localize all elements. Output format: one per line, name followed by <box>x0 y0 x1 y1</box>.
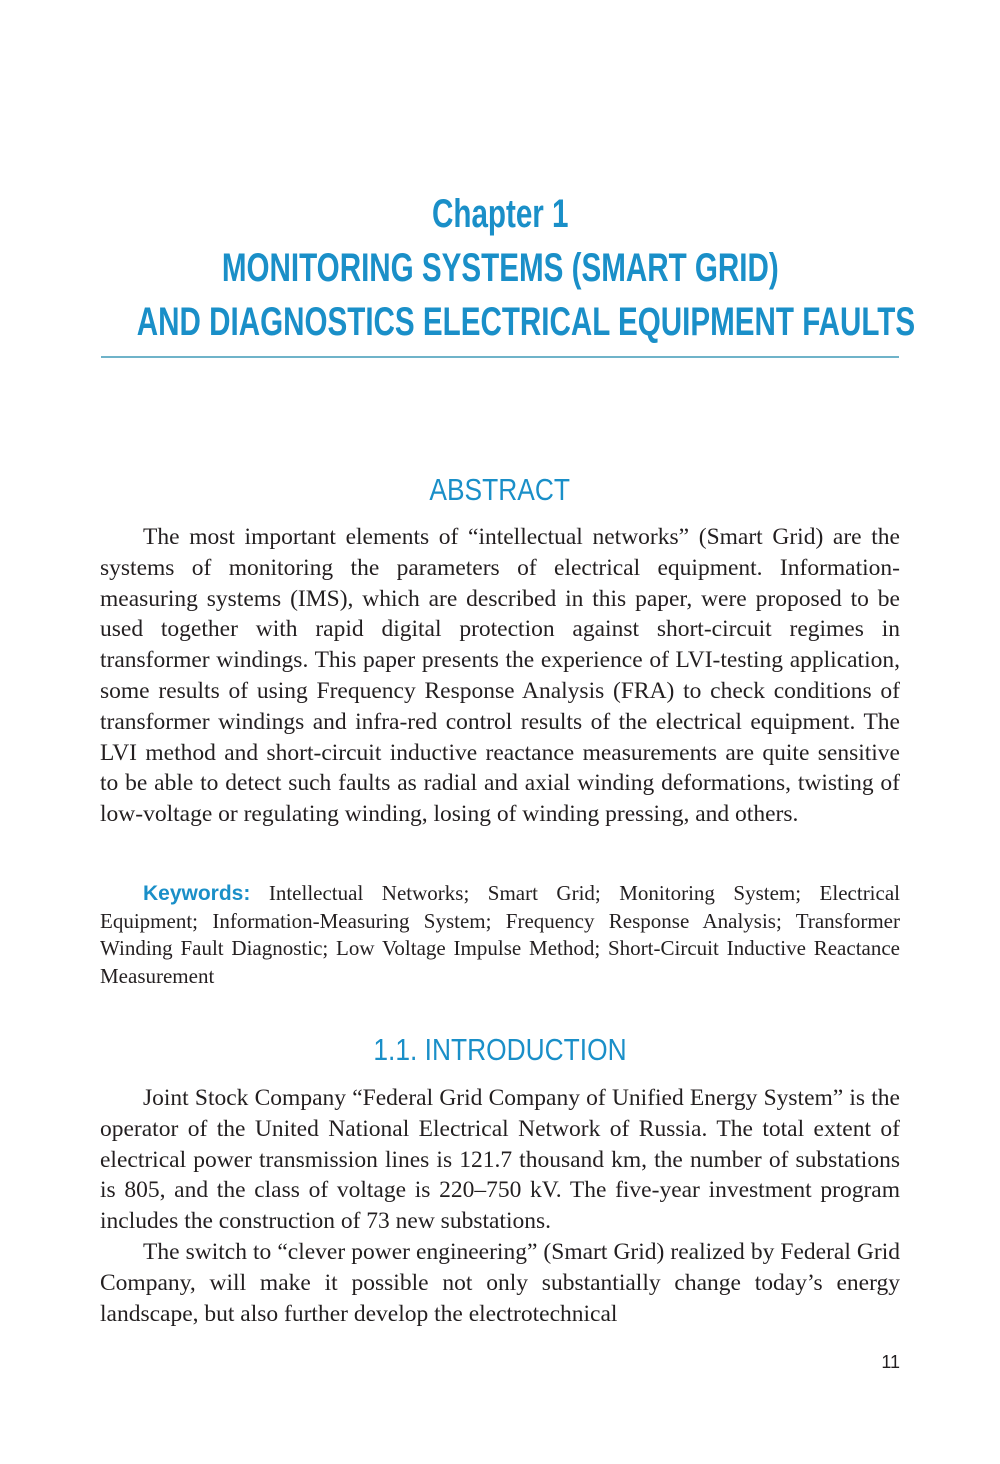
introduction-body <box>100 1083 900 1329</box>
introduction-paragraph: Joint Stock Company “Federal Grid Company of Unified Energy System” is the operator of the United National Electrical Network of Russia. The total extent of electrical power transmission lines is 121.7 thousand km, the number of substations is 805, and the class of voltage is 220–750 kV. The five-year investment program includes the construction of 73 new substations. <box>100 1085 900 1235</box>
keywords <box>100 880 900 990</box>
title-divider <box>101 356 899 358</box>
chapter-label: Chapter 1 <box>431 192 569 236</box>
introduction-heading: 1.1. INTRODUCTION <box>373 1032 627 1067</box>
abstract-text: The most important elements of “intellectual networks” (Smart Grid) are the systems of monitoring the parameters of electrical equipment. Information-measuring systems (IMS), which are described in this paper, were proposed to be used together with rapid digital protection against short-circuit regimes in transformer windings. This paper presents the experience of LVI-testing application, some results of using Frequency Response Analysis (FRA) to check conditions of transformer windings and infra-red control results of the electrical equipment. The LVI method and short-circuit inductive reactance measurements are quite sensitive to be able to detect such faults as radial and axial winding deformations, twisting of low-voltage or regulating winding, losing of winding pressing, and others. <box>100 524 900 828</box>
page-number: 11 <box>881 1352 900 1372</box>
abstract-heading: ABSTRACT <box>429 472 571 507</box>
introduction-paragraph: The switch to “clever power engineering” (Smart Grid) realized by Federal Grid Company, will make it possible not only substantially change today’s energy landscape, but also further develop the electrotechnical <box>100 1238 900 1327</box>
keywords-label: Keywords: <box>143 882 251 905</box>
keywords-text: Intellectual Networks; Smart Grid; Monitoring System; Electrical Equipment; Information-Measuring System; Frequency Response Analysis; Transformer Winding Fault Diagnostic; Low Voltage Impulse Method; Short-Circuit Inductive Reactance Measurement <box>100 881 900 988</box>
chapter-title-line-2: AND DIAGNOSTICS ELECTRICAL EQUIPMENT FAULTS <box>136 300 916 344</box>
chapter-title-line-1: MONITORING SYSTEMS (SMART GRID) <box>221 246 779 290</box>
